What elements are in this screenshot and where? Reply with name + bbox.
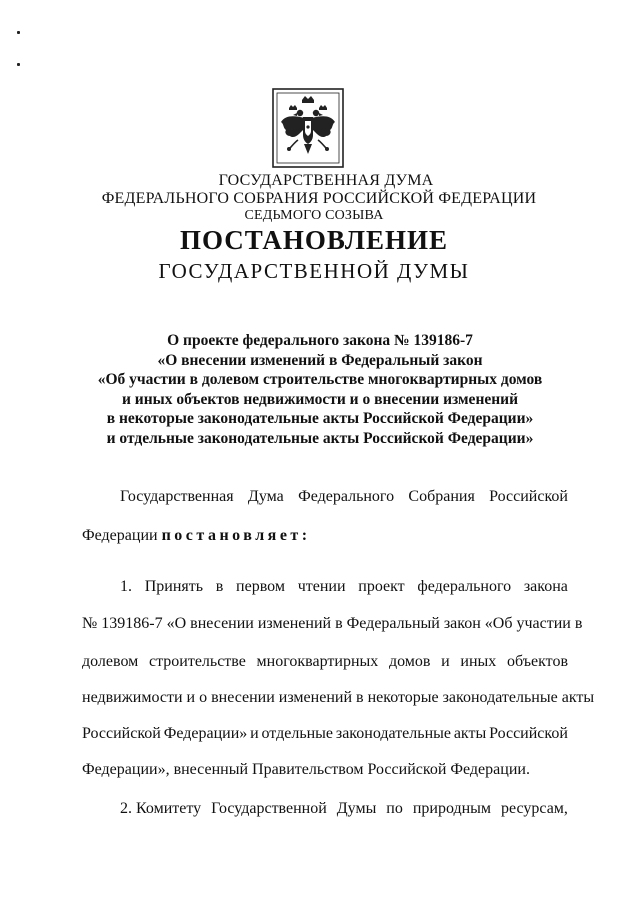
word: иных: [460, 653, 497, 670]
word: акты: [453, 725, 487, 742]
item-1-line: [120, 578, 568, 596]
word: первом: [236, 578, 285, 595]
word: Государственная: [120, 488, 234, 505]
double-headed-eagle-icon: [272, 88, 344, 168]
word: многоквартирных: [256, 653, 379, 670]
word: Российской: [489, 725, 568, 742]
word: закона: [523, 578, 568, 595]
word: и: [441, 653, 450, 670]
heading-line: «Об участии в долевом строительстве многоквартирных домов: [97, 371, 543, 388]
word: Думы: [336, 800, 377, 817]
word: и: [250, 725, 259, 742]
org-name-line: ФЕДЕРАЛЬНОГО СОБРАНИЯ РОССИЙСКОЙ ФЕДЕРАЦИИ: [101, 190, 537, 207]
coat-of-arms-emblem: [272, 88, 344, 168]
word: домов: [388, 653, 431, 670]
preamble-line: [82, 527, 568, 545]
word: в: [215, 578, 224, 595]
word: отдельные: [261, 725, 334, 742]
word: законодательные: [335, 725, 451, 742]
document-issuer-subtitle: ГОСУДАРСТВЕННОЙ ДУМЫ: [158, 259, 470, 283]
item-1-line: [82, 653, 568, 671]
convocation-line: СЕДЬМОГО СОЗЫВА: [244, 208, 384, 223]
word: строительстве: [148, 653, 246, 670]
word: проект: [358, 578, 405, 595]
item-1-line: № 139186-7 «О внесении изменений в Федеральный закон «Об участии в: [82, 615, 583, 632]
word: 2. Комитету: [120, 800, 202, 817]
word: Собрания: [408, 488, 475, 505]
word: Принять: [144, 578, 204, 595]
word: Федерации: [82, 527, 158, 544]
word: по: [386, 800, 403, 817]
scan-speck: [17, 31, 20, 34]
org-name-line: ГОСУДАРСТВЕННАЯ ДУМА: [218, 172, 434, 189]
heading-line: и отдельные законодательные акты Российской Федерации»: [106, 429, 534, 447]
word: Российской: [82, 725, 161, 742]
preamble-line: [120, 488, 568, 506]
word: чтении: [297, 578, 346, 595]
heading-line: «О внесении изменений в Федеральный закон: [157, 351, 483, 369]
item-1-line: Федерации», внесенный Правительством Российской Федерации.: [82, 761, 530, 778]
word: долевом: [82, 653, 139, 670]
word: Федерации»: [163, 725, 248, 742]
scan-speck: [17, 63, 20, 66]
item-1-line: [82, 725, 568, 743]
word: ресурсам,: [501, 800, 568, 817]
heading-line: О проекте федерального закона № 139186-7: [167, 332, 473, 349]
word: Дума: [247, 488, 284, 505]
word: объектов: [506, 653, 568, 670]
item-1-line: недвижимости и о внесении изменений в некоторые законодательные акты: [82, 689, 595, 706]
word: Российской: [489, 488, 568, 505]
word: природным: [412, 800, 492, 817]
word: Федерального: [298, 488, 395, 505]
word: Государственной: [211, 800, 327, 817]
decree-word: постановляет:: [161, 527, 311, 544]
word: 1.: [120, 578, 132, 595]
item-2-line: [120, 800, 568, 818]
word: федерального: [417, 578, 512, 595]
document-type-title: ПОСТАНОВЛЕНИЕ: [179, 225, 449, 255]
heading-line: в некоторые законодательные акты Российской Федерации»: [106, 410, 534, 427]
resolution-heading: [0, 331, 640, 448]
heading-line: и иных объектов недвижимости и о внесении изменений: [121, 390, 519, 408]
